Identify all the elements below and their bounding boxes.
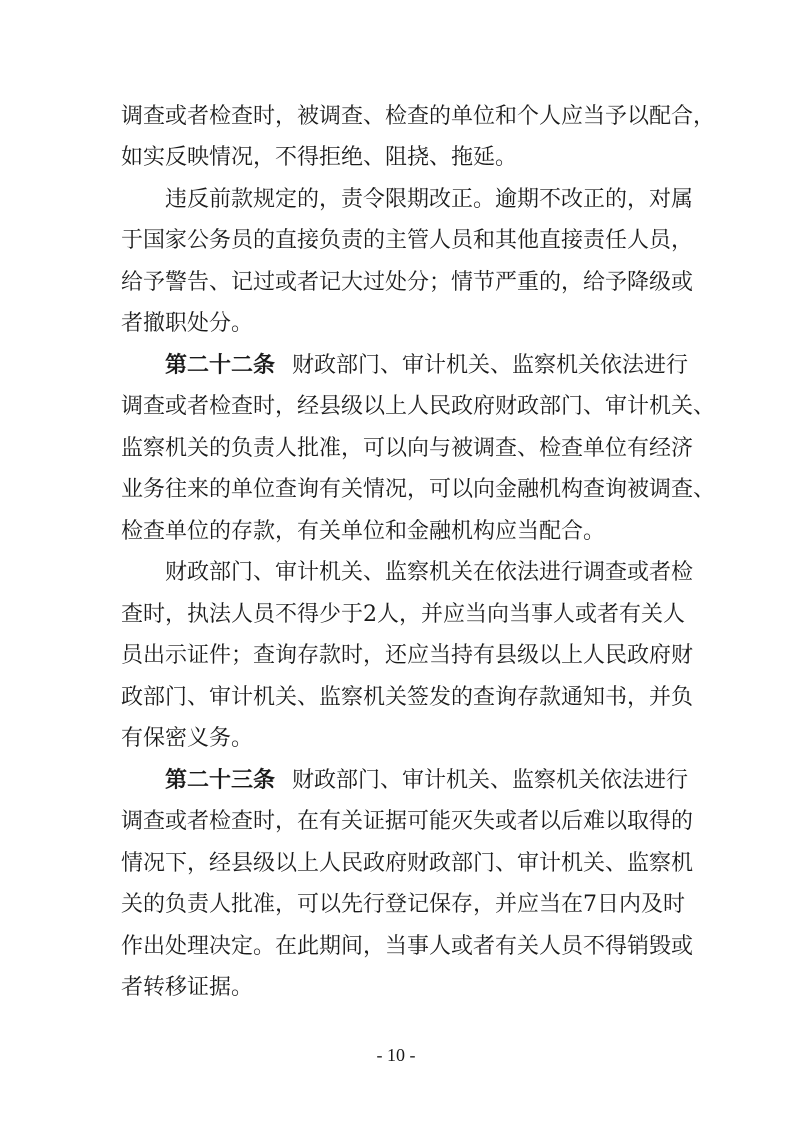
line-text: 于国家公务员的直接负责的主管人员和其他直接责任人员， (121, 228, 694, 253)
body-line (0, 263, 792, 303)
body-line (0, 636, 792, 676)
line-text: 财政部门、审计机关、监察机关在依法进行调查或者检 (165, 560, 694, 585)
body-line (0, 968, 792, 1008)
line-text: 情况下，经县级以上人民政府财政部门、审计机关、监察机 (121, 851, 694, 876)
line-text: 给予警告、记过或者记大过处分；情节严重的，给予降级或 (121, 270, 694, 295)
line-text: 财政部门、审计机关、监察机关依法进行 (292, 353, 689, 378)
body-line (0, 470, 792, 510)
line-text: 作出处理决定。在此期间，当事人或者有关人员不得销毁或 (121, 934, 694, 959)
line-text: 者撤职处分。 (121, 311, 254, 336)
line-text: 监察机关的负责人批准，可以向与被调查、检查单位有经济 (121, 436, 694, 461)
line-text: 关的负责人批准，可以先行登记保存，并应当在7日内及时 (121, 892, 685, 917)
article-heading-line (0, 761, 792, 801)
body-line (0, 553, 792, 593)
body-line (0, 512, 792, 552)
body-line (0, 429, 792, 469)
line-text: 有保密义务。 (121, 726, 254, 751)
body-line (0, 927, 792, 967)
line-text: 检查单位的存款，有关单位和金融机构应当配合。 (121, 519, 606, 544)
body-line (0, 97, 792, 137)
body-line (0, 304, 792, 344)
line-text: 违反前款规定的，责令限期改正。逾期不改正的，对属 (165, 187, 694, 212)
body-line (0, 138, 792, 178)
body-line (0, 221, 792, 261)
line-text: 财政部门、审计机关、监察机关依法进行 (292, 768, 689, 793)
article-heading-line (0, 346, 792, 386)
line-text: 如实反映情况，不得拒绝、阻挠、拖延。 (121, 145, 518, 170)
body-line (0, 678, 792, 718)
body-line (0, 885, 792, 925)
line-text: 政部门、审计机关、监察机关签发的查询存款通知书，并负 (121, 685, 694, 710)
line-text: 者转移证据。 (121, 975, 254, 1000)
line-text: 调查或者检查时，在有关证据可能灭失或者以后难以取得的 (121, 809, 694, 834)
line-text: 调查或者检查时，经县级以上人民政府财政部门、审计机关、 (121, 394, 716, 419)
line-text: 员出示证件；查询存款时，还应当持有县级以上人民政府财 (121, 643, 694, 668)
article-heading: 第二十二条 (165, 353, 276, 378)
body-line (0, 180, 792, 220)
line-text: 调查或者检查时，被调查、检查的单位和个人应当予以配合， (121, 104, 716, 129)
page-number: - 10 - (376, 1045, 416, 1065)
body-line (0, 595, 792, 635)
body-line (0, 387, 792, 427)
line-text: 查时，执法人员不得少于2人，并应当向当事人或者有关人 (121, 602, 685, 627)
body-line (0, 844, 792, 884)
body-line (0, 719, 792, 759)
article-heading: 第二十三条 (165, 768, 276, 793)
line-text: 业务往来的单位查询有关情况，可以向金融机构查询被调查、 (121, 477, 716, 502)
body-line (0, 802, 792, 842)
